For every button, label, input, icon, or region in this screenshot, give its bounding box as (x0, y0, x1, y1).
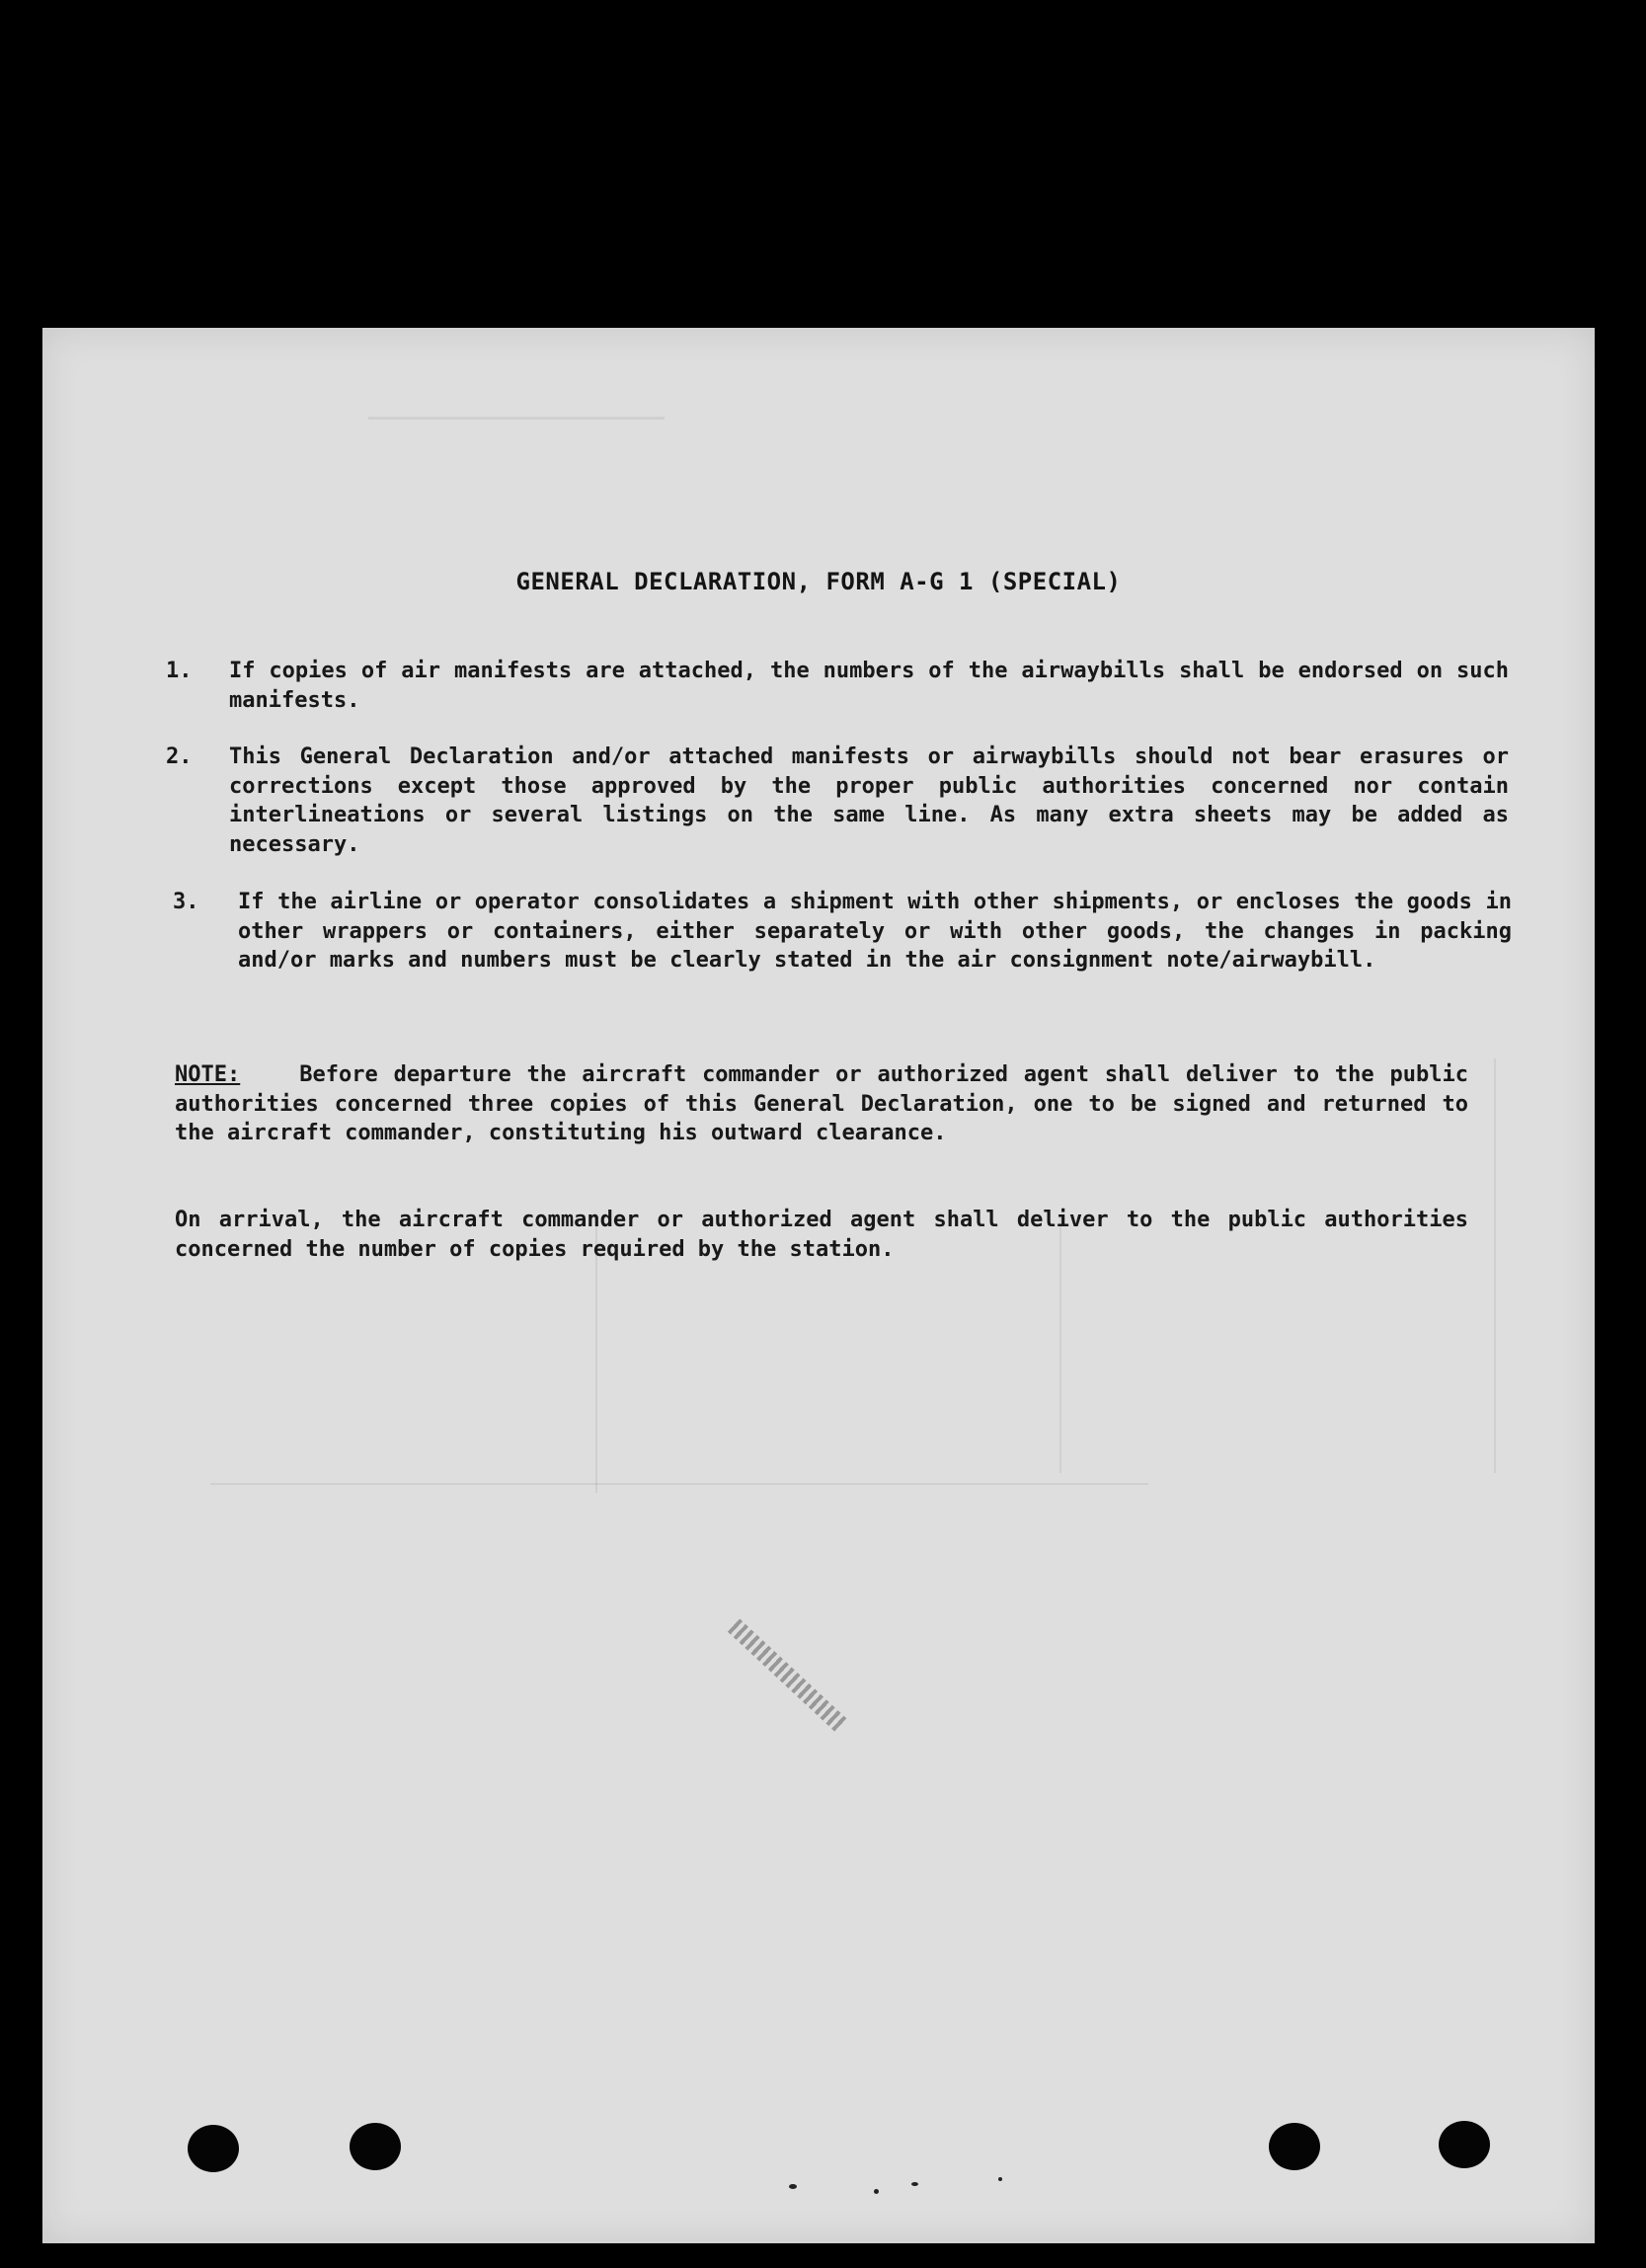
punch-hole-right-1 (1269, 2123, 1320, 2170)
punch-hole-right-2 (1439, 2121, 1490, 2168)
item-number: 3. (173, 890, 199, 914)
arrival-paragraph: On arrival, the aircraft commander or authorized agent shall deliver to the public authorities concerned the number of copies required by the station. (175, 1208, 1468, 1262)
bleed-through-line (210, 1483, 1148, 1485)
note-text: Before departure the aircraft commander or authorized agent shall deliver to the public authorities concerned three copies of this General Declaration, one to be signed and returned to the aircraft commander, constituting his outward clearance. (175, 1062, 1468, 1145)
item-number: 1. (166, 659, 193, 683)
punch-hole-left-1 (188, 2125, 239, 2172)
document-title: GENERAL DECLARATION, FORM A-G 1 (SPECIAL) (515, 568, 1122, 595)
bleed-through-line (368, 417, 665, 420)
speck (911, 2182, 918, 2186)
item-number: 2. (166, 744, 193, 769)
faint-stamp-mark (728, 1618, 848, 1732)
speck (789, 2184, 797, 2189)
bleed-through-line (1494, 1058, 1496, 1473)
document-page (42, 328, 1595, 2243)
item-text: If the airline or operator consolidates a shipment with other shipments, or encloses the goods in other wrappers or containers, either separately or with other goods, the changes in packing and/or marks and numbers must be clearly stated in the air consignment note/airwaybill. (238, 890, 1512, 973)
note-paragraph (175, 1060, 1468, 1148)
item-text: If copies of air manifests are attached, the numbers of the airwaybills shall be endorsed on such manifests. (229, 659, 1509, 713)
punch-hole-left-2 (350, 2123, 401, 2170)
item-text: This General Declaration and/or attached manifests or airwaybills should not bear erasures or corrections except those approved by the proper public authorities concerned nor contain interlineations or several listings on the same line. As many extra sheets may be added as necessary. (229, 744, 1509, 857)
speck (874, 2189, 879, 2194)
note-label: NOTE: (175, 1062, 241, 1087)
speck (998, 2177, 1002, 2181)
